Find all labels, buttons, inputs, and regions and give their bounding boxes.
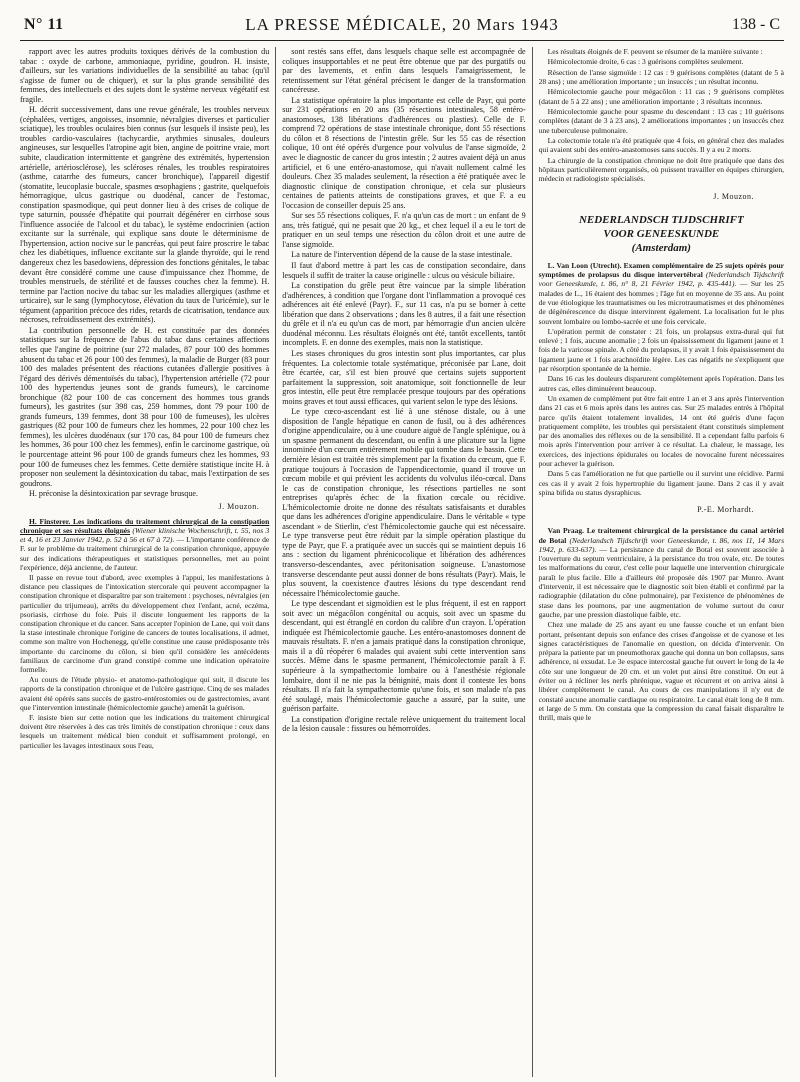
paragraph: Chez une malade de 25 ans ayant eu une fausse couche et un enfant bien portant, présentant depuis son enfance des crises d'angoisse et de cyanose et les signes caractéristiques de l'anomalie en question, on décida d'intervenir. On prépara la patiente par un pneumothorax gauche qui donna un bon collapsus, sans adhérence, ni exsudat. Le 3e espace intercostal gauche fut ouvert le long de la 4e côte sur une longueur de 20 cm. et un volet put ainsi être constitué. On eut à éviter ou à récliner les nerfs phrénique, vague et récurrent et on arriva ainsi à libérer complètement le canal. Au cours de ces manipulations il n'y eut de constaté aucune anomalie cardiaque ou respiratoire. Le canal était long de 8 mm. et large de 5 mm. On constata que la compression du canal faisait disparaître le thrill, mais que le bbox=[538, 620, 784, 723]
article-title: Van Praag. Le traitement chirurgical de la persistance du canal artériel de Botal bbox=[538, 526, 784, 545]
paragraph: L'opération permit de constater : 21 fois, un prolapsus extra-dural qui fut enlevé ; 1 fois, aucune anomalie ; 2 fois un épaississement du ligament jaune et 1 fois de la varicose spinale. A côté du prolapsus, il y avait 1 fois épaississement du ligament jaune et 1 fois arachnoïdite légère. Les cas négatifs ne s'expliquent que par résorption spontanée de la hernie. bbox=[538, 326, 784, 374]
article-heading bbox=[539, 261, 784, 326]
paragraph: Résection de l'anse sigmoïde : 12 cas : 9 guérisons complètes (datant de 5 à 28 ans) ; une amélioration importante ; un insuccès ; un résultat inconnu. bbox=[538, 67, 784, 87]
columns bbox=[20, 47, 784, 1077]
article-lead: — Sur les 25 malades de L., 16 étaient des hommes ; l'âge fut en moyenne de 35 ans. Au point de vue étiologique les traumatismes ou les microtraumatismes et des phénomènes de dégénérescence du disque intervinrent également. La localisation fut le plus souvent lombaire ou lombo-sacrée et une fois cervicale. bbox=[538, 279, 784, 326]
paragraph: Il faut d'abord mettre à part les cas de constipation secondaire, dans lesquels il suffit de traiter la cause originelle : ulcus ou vésicule biliaire. bbox=[282, 261, 526, 280]
issue-number: N° 11 bbox=[24, 16, 64, 33]
paragraph: Hémicolectomie gauche pour mégacôlon : 11 cas ; 9 guérisons complètes (datant de 5 à 22 ans) ; une amélioration importante ; 3 résultats inconnus. bbox=[538, 87, 784, 106]
article-lead: — La persistance du canal de Botal est souvent associée à l'ouverture du septum ventriculaire, à la persistance du trou ovale, etc. De toutes les malformations du cœur, c'est celle pour laquelle une intervention chirurgicale paraît le plus facile. Elle a d'ailleurs été proposée dès 1907 par Munro. Avant d'intervenir, il est nécessaire que le diagnostic soit bien établi et confirmé par la radiographie (dilatation du cône pulmonaire), par l'existence de phénomènes de stase dans les poumons, par une augmentation de volume surtout du cœur gauche, par une pression diastolique faible, etc. bbox=[538, 544, 784, 619]
page-number: 138 - C bbox=[732, 16, 780, 33]
paragraph: Le type descendant et sigmoïdien est le plus fréquent, il est en rapport soit avec un mégacôlon congénital ou acquis, soit avec un spasme du descendant, qui est étranglé en cordon du calibre d'un crayon. L'opération indiquée est l'hémicolectomie gauche. Les entéro-anastomoses donnent de mauvais résultats. F. n'en a jamais pratiqué dans la constipation chronique, mais il a dû réopérer 6 malades qui avaient subi cette intervention sans succès. Même dans le spasme permanent, l'hémicolectomie paraît à F. supérieure à la sympathectomie lombaire ou à l'anesthésie régionale lombaire, dont il ne nie pas la bénignité, mais dont il conteste les bons résultats. Il n'a fait la sympathectomie qu'une fois, et son malade n'a pas été soulagé, mais l'hémicolectomie gauche a assuré, par la suite, une guérison parfaite. bbox=[282, 599, 526, 714]
paragraph: Un examen de complément put être fait entre 1 an et 3 ans après l'intervention dans 21 cas et 6 mois après dans les autres cas. Sur 25 malades entrés à l'hôpital parce qu'ils étaient totalement invalides, 14 ont été guéris d'une façon pratiquement complète, les troubles qui persistaient étant constitués simplement par des anomalies des réflexes ou de la sensibilité. Il a cependant fallu parfois 6 mois après l'intervention pour arriver à ce résultat. La chaleur, le massage, les exercices, des injections épidurales ou locales de novocaïne furent nécessaires pour achever la guérison. bbox=[538, 393, 784, 469]
paragraph: Hémicolectomie gauche pour spasme du descendant : 13 cas ; 10 guérisons complètes (datant de 3 à 23 ans), 2 améliorations importantes ; un insuccès chez une tuberculeuse pulmonaire. bbox=[538, 107, 784, 135]
paragraph: La constipation du grêle peut être vaincue par la simple libération d'adhérences, à condition que l'organe dont l'inflammation a provoqué ces adhérences ait été enlevé (Payr). F., sur 11 cas, n'a pu se borner à cette libération que dans 2 observations ; dans les 8 autres, il a fait une résection du grêle et il n'a eu qu'un cas de mort, par hémorragie d'un ancien ulcère duodénal méconnu. Les résultats éloignés ont été, tantôt excellents, tantôt incomplets. F. en donne des exemples, mais non la statistique. bbox=[282, 281, 526, 348]
paragraph: La statistique opératoire la plus importante est celle de Payr, qui porte sur 231 opérations en 20 ans (35 résections intestinales, 58 entéro-anastomoses, 138 libérations d'adhérences ou plasties). Celle de F. comprend 72 opérations de stase intestinale chronique, dont 55 résections du côlon et 8 résections de l'intestin grêle. Sur les 55 cas de résection colique, 10 ont été opérés d'urgence pour volvulus de l'anse sigmoïde, 2 avec le diagnostic de cancer du gros intestin ; 2 autres avaient déjà un anus artificiel, et 6 une entéro-anastomose, qui n'avait nullement calmé les douleurs. Chez 35 malades seulement, la résection a été pratiquée avec le diagnostic clinique de constipation chronique, et cela sur plusieurs centaines de patients atteints de constipations graves, et que F. a eu l'occasion de conseiller depuis 25 ans. bbox=[282, 95, 526, 210]
journal-name-line-1: NEDERLANDSCH TIJDSCHRIFT bbox=[578, 213, 744, 226]
column-2 bbox=[276, 47, 531, 1077]
paragraph: Au cours de l'étude physio- et anatomo-pathologique qui suit, il discute les rapports de la constipation chronique et de l'ulcère gastrique. Cinq de ses malades avaient été opérés sans succès de gastro-entérostomies ou de gastrectomies, avant que l'intervention intestinale (hémicolectomie gauche) amenât la guérison. bbox=[20, 675, 270, 712]
paragraph: Sur ses 55 résections coliques, F. n'a qu'un cas de mort : un enfant de 9 ans, très fatigué, qui ne pesait que 20 kg., et chez lequel il a eu le tort de pratiquer en un seul temps une résection du côlon droit et une autre de l'anse sigmoïde. bbox=[282, 211, 526, 249]
column-1 bbox=[20, 47, 275, 1077]
paragraph: Les résultats éloignés de F. peuvent se résumer de la manière suivante : bbox=[547, 47, 763, 56]
paragraph: La contribution personnelle de H. est constituée par des données statistiques sur la fréquence de l'abus du tabac dans certaines affections telles que l'angine de poitrine (sur 272 malades, 87 pour 100 des hommes abusent du tabac et 26 pour 100 des femmes), la maladie de Burger (83 pour 100 des malades présentent des réactions cutanées d'allergie positives à l'égard des dérivés démentoïsés du tabac), l'hypertension artérielle (72 pour 100 des hypertendus jeunes sont de grands fumeurs), le carcinome bronchique (82 pour 100 de cas concernent des hommes tous grands fumeurs), les gastrites (sur 398 cas, 259 hommes, dont 79 pour 100 de grands fumeurs, 139 femmes, dont 38 pour 100 de fumeuses), les ulcères gastriques (82 pour 100 de fumeurs chez les hommes, 22 pour 100 chez les femmes), les ulcères duodénaux (sur 170 cas, 84 pour 100 de fumeurs chez les hommes, 36 pour 100 chez les femmes), enfin le carcinome gastrique, où le pourcentage atteint 96 pour 100 de grands fumeurs chez les hommes, 93 pour 100 de fumeuses chez les femmes. Cette dernière statistique incite H. à proposer non seulement la désintoxication du tabac, mais l'extirpation de ses goudrons. bbox=[20, 325, 270, 488]
paragraph: Hémicolectomie droite, 6 cas : 3 guérisons complètes seulement. bbox=[547, 57, 744, 67]
article-title: L. Van Loon (Utrecht). Examen complémentaire de 25 sujets opérés pour symptômes de prolapsus du disque intervertébral bbox=[538, 260, 784, 280]
signature: P.-E. Morhardt. bbox=[697, 505, 754, 515]
paragraph: Dans 5 cas l'amélioration ne fut que partielle ou il survint une récidive. Parmi ces cas il y avait 2 fois hypertrophie du ligament jaune. Dans 2 cas il y avait spina bifida ou status dysraphicus. bbox=[538, 469, 784, 497]
paragraph: H. préconise la désintoxication par sevrage brusque. bbox=[29, 489, 199, 499]
paragraph: La chirurgie de la constipation chronique ne doit être pratiquée que dans des hôpitaux particulièrement organisés, où puissent travailler en équipes chirurgien, médecin et radiologiste spécialisés. bbox=[538, 155, 784, 184]
paragraph: Le type cœco-ascendant est lié à une sténose distale, ou à une disposition de l'angle hépatique en canon de fusil, ou à des adhérences d'origine appendiculaire, ou à une coudure aiguë de l'angle splénique, ou à un spasme permanent du descendant, ou enfin à une plicature sur la ligne innominée d'un cœcum entièrement mobile qui tombe dans le bassin. Cette dernière lésion est traitée très simplement par la fixation du cœcum, que F. pratique toujours à l'occasion de l'appendicectomie, quand il trouve un cœcum mobile et qui prévient les accidents du volvulus iléo-cœcal. Dans le cas de constipation chronique, les résections partielles ne sont entreprises qu'après échec de la fixation cœcale ou récidive. L'hémicolectomie droite ne donne des résultats satisfaisants et durables que dans les adhérences d'origine appendiculaire. Dans le véritable « type ascendant » de Stierlin, c'est l'hémicolectomie gauche qui est nécessaire. Le type transverse peut être réduit par la simple opération plastique du type de Payr, que F. a pratiquée avec un succès qui se maintient depuis 16 ans : section du ligament phrénicocolique et libération des adhérences transverso-descendantes, avec péritonisation soigneuse. L'anastomose transverse descendante peut aussi donner de bons résultats (Payr). Mais, le plus souvent, la coexistence d'autres lésions du type descendant rend nécessaire l'hémicolectomie gauche. bbox=[282, 407, 526, 598]
paragraph: H. décrit successivement, dans une revue générale, les troubles nerveux (céphalées, vertiges, angoisses, insomnie, névralgies diverses et particulier sciatique), les troubles oculaires bien connus (sur lesquels il insiste peu), les troubles cardio-vasculaires (tachycardie, arythmies sinusales, douleurs angineuses, sur lesquelles l'atropine agit bien, angine de poitrine vraie, mort subite, claudication intermittente et gangrène des extrémités, hypertension artérielle, artériosclérose), les scléroses rénales, les troubles respiratoires (asthme, catarrhe des fumeurs, cancer bronchique), l'appareil digestif (stomatite, leucoplasie buccale, spasmes œsophagiens ; gastrite, quelquefois hémorragique, ulcus gastrique ou duodénal, cancer de l'estomac, constipation spasmodique, qui peut donner lieu à des crises de colique de type saturnin, poussée d'hépatite qui pourrait dégénérer en cirrhose sous l'influence associée de l'alcool et du tabac), le système endocrinien (action excitante sur la surrénale, qui explique sans doute le déterminisme de l'hypertension, action nocive sur le pancréas, qui peut faire proscrire le tabac chez les diabétiques, influence excitante sur la glande thyroïde, qui le rend dangereux chez les basedowiens, dépression des fonctions génitales, le tabac devant être considéré comme une cause d'impuissance chez l'homme, de troubles menstruels, de stérilité et de fausses couches chez la femme). H. termine par l'action nocive du tabac sur les maladies allergiques (asthme et urticaire), sur le sang (lymphocytose, élévation du taux de l'uricémie), sur le tégument (apparition précoce des rides, retards de cicatrisation, tendance aux nécroses, refroidissement des extrémités). bbox=[20, 105, 270, 325]
paragraph: La colectomie totale n'a été pratiquée que 4 fois, en général chez des malades qui avaient subi des entéro-anastomoses sans succès. Il y a eu 2 morts. bbox=[538, 136, 784, 155]
paragraph: sont restés sans effet, dans lesquels chaque selle est accompagnée de coliques insupportables et ne peut être obtenue que par des purgatifs ou par des lavements, et enfin dans lesquels l'amaigrissement, le retentissement sur l'état général précisent le danger de la transformation cancéreuse. bbox=[282, 47, 526, 95]
paragraph: La constipation d'origine rectale relève uniquement du traitement local de la lésion causale : fissures ou hémorroïdes. bbox=[282, 714, 526, 734]
article-reference: (Nederlandsch Tijdschrift voor Geneeskunde, t. 86, nos 11, 14 Mars 1942, p. 633-637). bbox=[538, 535, 784, 554]
paragraph: Il passe en revue tout d'abord, avec exemples à l'appui, les manifestations à distance peu classiques de l'intoxication stercorale qui peuvent accompagner la constipation chronique et disparaître par son traitement : psychoses, névralgies (en particulier du trijumeau), arrêts du développement chez l'enfant, acné, eczéma, psoriasis, cirrhose du foie. Puis il discute longuement les rapports de la constipation chronique et du cancer. Sans accepter l'opinion de Lane, qui voit dans la stase intestinale chronique l'origine de cancers de toutes localisations, il admet, comme son maître von Hochenegg, qu'elle constitue une cause prédisposante très importante du carcinome du côlon, si bien qu'il considère les antécédents familiaux de carcinome d'un grand constipé comme une indication opératoire formelle. bbox=[20, 572, 270, 674]
paragraph: La nature de l'intervention dépend de la cause de la stase intestinale. bbox=[291, 250, 513, 260]
paragraph: Dans 16 cas les douleurs disparurent complètement après l'opération. Dans les autres cas, elles diminuèrent beaucoup. bbox=[538, 374, 784, 393]
article-reference: (Nederlandsch Tijdschrift voor Geneeskunde, t. 86, n° 8, 21 Février 1942, p. 435-441). bbox=[538, 270, 784, 289]
paragraph: rapport avec les autres produits toxiques dérivés de la combustion du tabac : oxyde de carbone, ammoniaque, pyridine, goudron. H. insiste, d'ailleurs, sur les variations individuelles de la sensibilité au tabac (qu'il s'agisse de fumer ou de chiquer), et sur la plus grande sensibilité des femmes, des intellectuels et des sujets dont le système nerveux végétatif est fragile. bbox=[20, 47, 270, 104]
paragraph: F. insiste bien sur cette notion que les indications du traitement chirurgical doivent être réservées à des cas très limités de constipation chronique : ceux dans lesquels un traitement médical bien conduit et suffisamment prolongé, en particulier les lavages intestinaux sous l'eau, bbox=[20, 712, 270, 750]
signature: J. Mouzon. bbox=[218, 501, 260, 511]
article-heading bbox=[20, 517, 269, 572]
journal-section-heading bbox=[539, 213, 784, 255]
article-lead: — L'importante conférence de F. sur le problème du traitement chirurgical de la constipation chronique, appuyée sur des indications thérapeutiques et statistiques personnelles, met au point l'expérience, déjà ancienne, de l'auteur. bbox=[20, 535, 270, 572]
paragraph: Les stases chroniques du gros intestin sont plus importantes, car plus fréquentes. La colectomie totale systématique, préconisée par Lane, doit être écartée, car, s'il est bien prouvé que certains sujets supportent parfaitement la suppression, soit anatomique, soit fonctionnelle de leur gros intestin, elle peut être remplacée presque toujours par des opérations moins graves et tout aussi efficaces, qui varient selon le type des lésions. bbox=[282, 348, 526, 406]
article-title: H. Finsterer. Les indications du traitement chirurgical de la constipation chronique et ses résultats éloignés bbox=[20, 516, 270, 535]
signature: J. Mouzon. bbox=[713, 191, 754, 201]
journal-name-line-2: VOOR GENEESKUNDE bbox=[603, 227, 720, 240]
article-heading bbox=[539, 526, 784, 619]
column-3 bbox=[533, 47, 784, 1077]
article-reference: (Wiener klinische Wochenschrift, t. 55, nos 3 et 4, 16 et 23 Janvier 1942, p. 52 à 56 et 67 à 72). bbox=[20, 525, 270, 545]
journal-city: (Amsterdam) bbox=[631, 241, 691, 254]
page-header bbox=[20, 14, 784, 41]
journal-title: LA PRESSE MÉDICALE, 20 Mars 1943 bbox=[245, 15, 559, 34]
